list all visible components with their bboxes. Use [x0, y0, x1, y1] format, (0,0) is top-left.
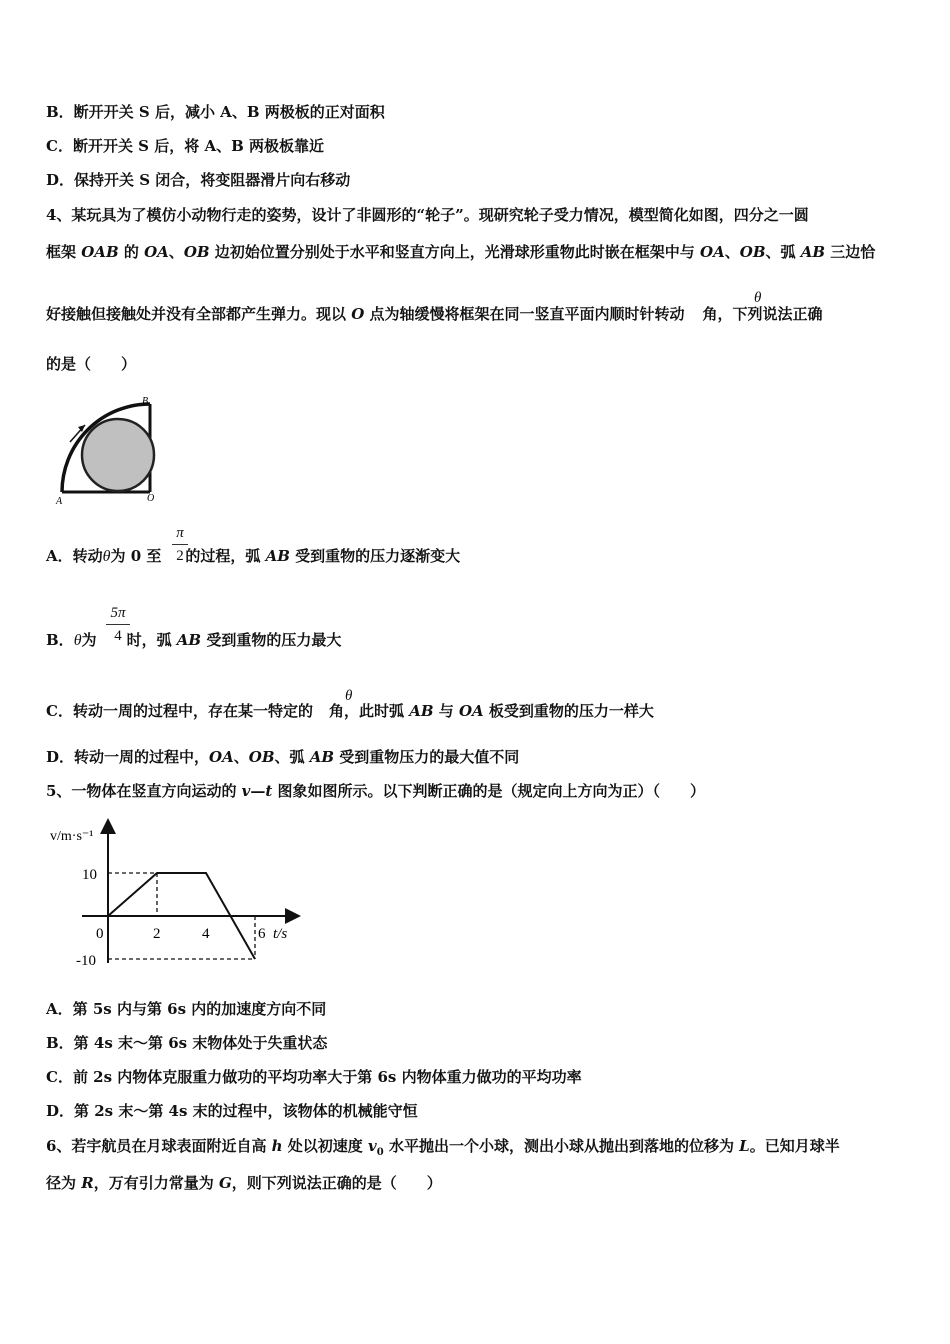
- q5-option-a: A．第 5s 内与第 6s 内的加速度方向不同: [46, 1000, 327, 1018]
- heavy-ball: [82, 419, 154, 491]
- x-tick-2: 2: [153, 926, 161, 942]
- q3-option-d: D．保持开关 S 闭合，将变阻器滑片向右移动: [46, 171, 351, 189]
- q5-option-c: C．前 2s 内物体克服重力做功的平均功率大于第 6s 内物体重力做功的平均功率: [46, 1068, 582, 1086]
- x-tick-0: 0: [96, 926, 104, 942]
- q4-stem-line4: 的是（ ）: [46, 355, 137, 373]
- y-tick-neg10: -10: [76, 953, 96, 969]
- q5-stem: 5、一物体在竖直方向运动的 v—t 图象如图所示。以下判断正确的是（规定向上方向为正）（ ）: [46, 782, 706, 800]
- q4-stem-line2: 框架 OAB 的 OA、OB 边初始位置分别处于水平和竖直方向上，光滑球形重物此时嵌在框架中与 OA、OB、弧 AB 三边恰: [46, 243, 876, 261]
- q4-option-a: A．转动θ为 0 至 的过程，弧 AB 受到重物的压力逐渐变大: [46, 547, 461, 565]
- q4-c-theta-symbol: θ: [345, 688, 353, 704]
- x-tick-6: 6: [258, 926, 266, 942]
- q4-stem-line1: 4、某玩具为了模仿小动物行走的姿势，设计了非圆形的“轮子”。现研究轮子受力情况，模型简化如图，四分之一圆: [46, 206, 809, 224]
- q4-a-fraction: π 2: [172, 524, 188, 565]
- q5-option-d: D．第 2s 末～第 4s 末的过程中，该物体的机械能守恒: [46, 1102, 418, 1120]
- label-b: B: [142, 396, 149, 407]
- q4-b-fraction: 5π 4: [106, 604, 130, 645]
- label-a: A: [56, 496, 63, 507]
- q4-theta-symbol: θ: [754, 290, 762, 306]
- y-tick-10: 10: [82, 867, 97, 883]
- q6-stem-line1: 6、若宇航员在月球表面附近自高 h 处以初速度 $v_0$ 水平抛出一个小球，测出小球从抛出到落地的位移为 L。已知月球半: [46, 1137, 840, 1158]
- q4-option-d: D．转动一周的过程中，OA、OB、弧 AB 受到重物压力的最大值不同: [46, 748, 520, 766]
- y-axis-label: v/m·s⁻¹: [50, 829, 94, 844]
- x-tick-4: 4: [202, 926, 210, 942]
- q4-option-b: B．θ为 时，弧 AB 受到重物的压力最大: [46, 631, 342, 649]
- vt-graph: [48, 818, 308, 978]
- q3-option-b: B．断开开关 S 后，减小 A、B 两极板的正对面积: [46, 103, 385, 121]
- q4-stem-line3: 好接触但接触处并没有全部都产生弹力。现以 O 点为轴缓慢将框架在同一竖直平面内顺时针转动 角，下列说法正确: [46, 305, 823, 323]
- label-o: O: [147, 493, 155, 504]
- q3-option-c: C．断开开关 S 后，将 A、B 两极板靠近: [46, 137, 324, 155]
- q5-option-b: B．第 4s 末～第 6s 末物体处于失重状态: [46, 1034, 328, 1052]
- q4-option-c: C．转动一周的过程中，存在某一特定的 角，此时弧 AB 与 OA 板受到重物的压力一样大: [46, 702, 654, 720]
- x-axis-label: t/s: [273, 926, 288, 942]
- q6-stem-line2: 径为 R，万有引力常量为 G，则下列说法正确的是（ ）: [46, 1174, 442, 1192]
- q4-quarter-circle-figure: [50, 392, 165, 510]
